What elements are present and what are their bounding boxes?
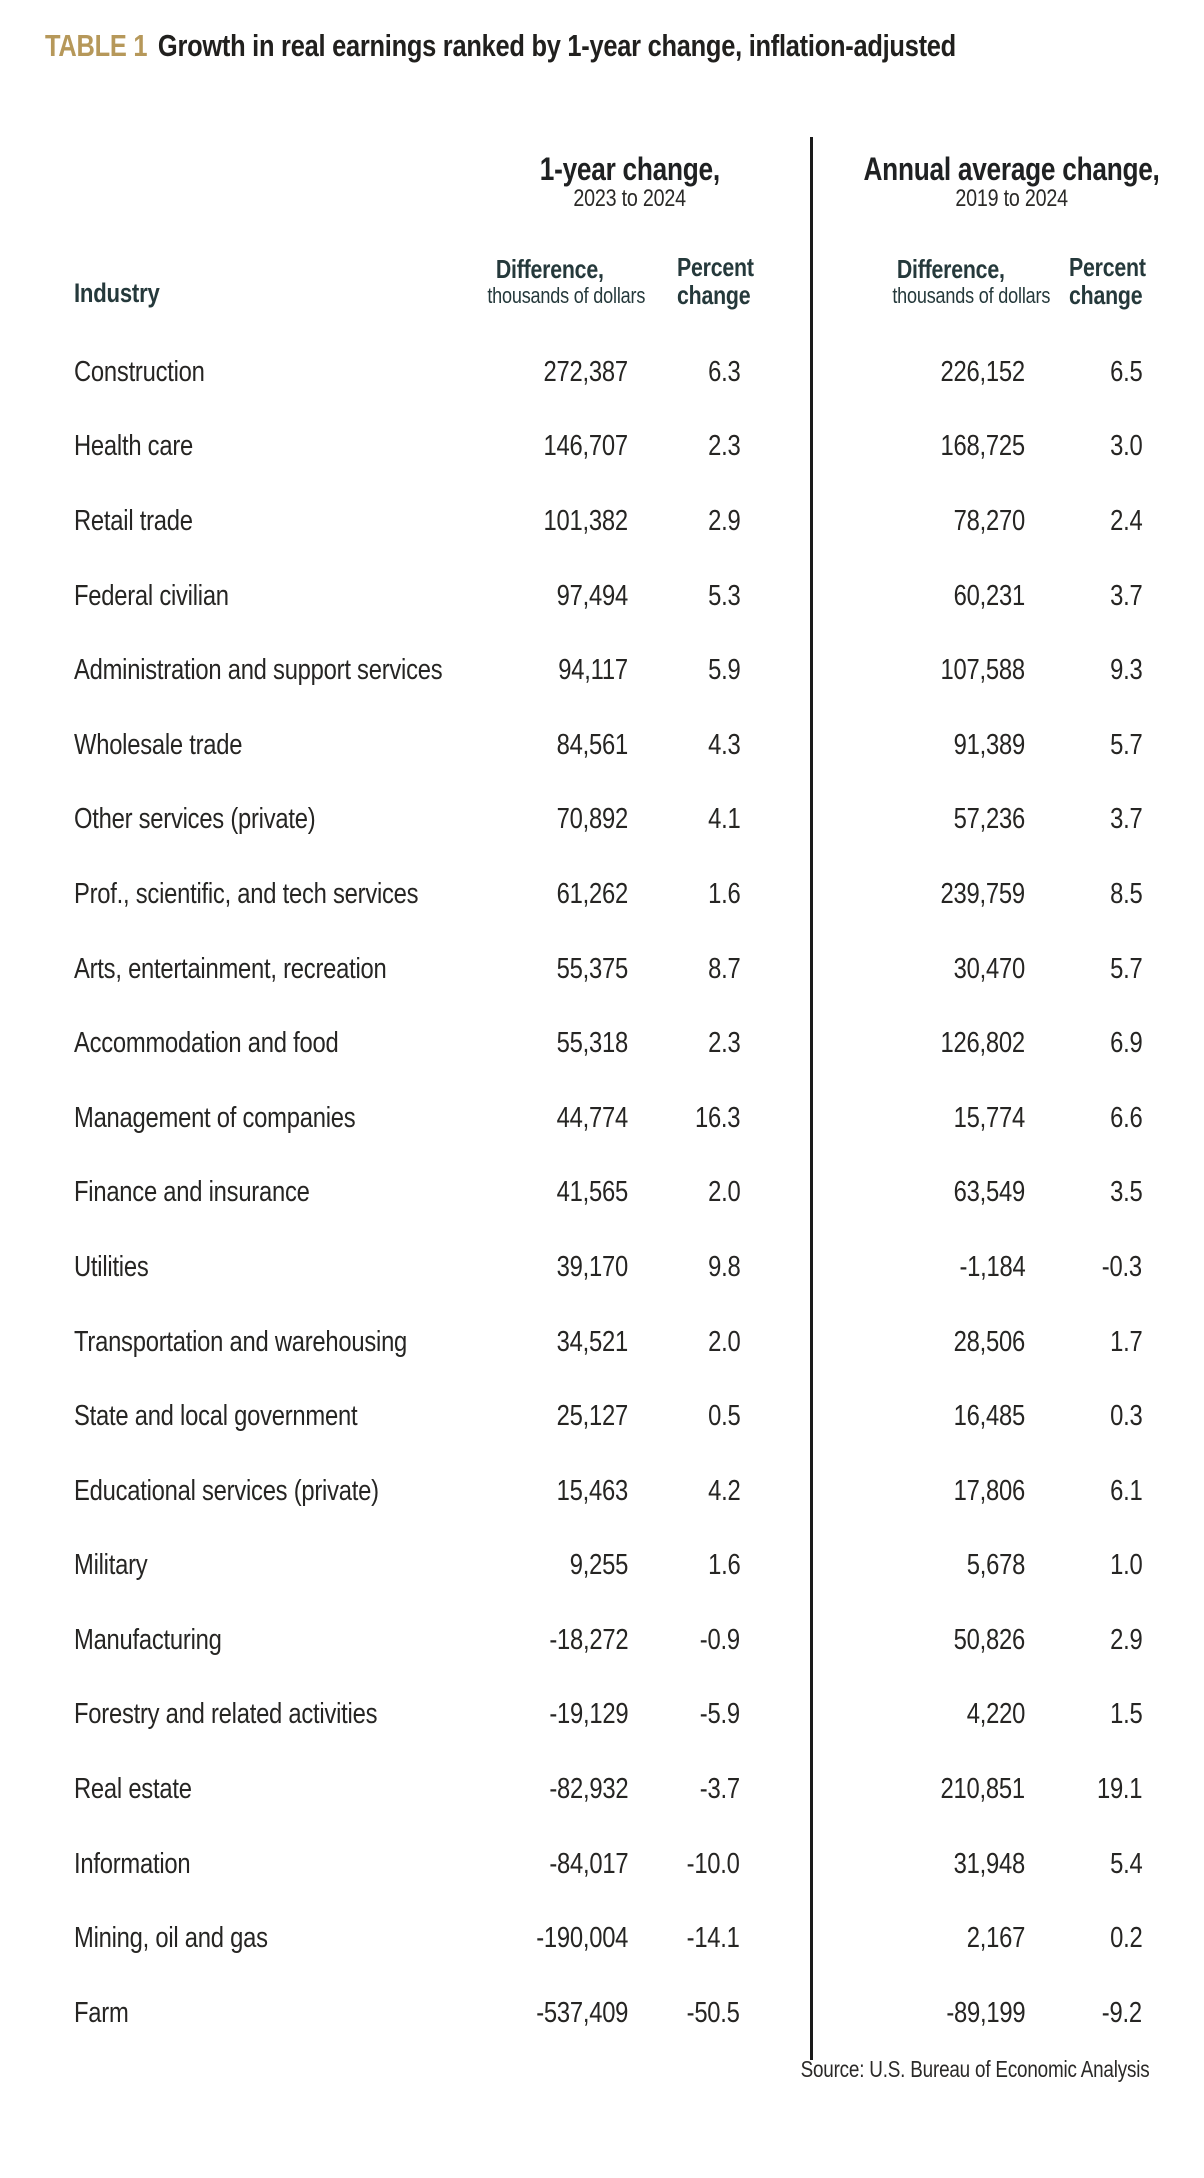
annual-avg-percent-cell: -0.3 [1102,1250,1143,1283]
table-number-tag: TABLE 1 [45,28,148,63]
industry-cell: Military [74,1549,148,1582]
annual-avg-percent-cell: 2.4 [1109,504,1143,537]
annual-avg-group-title: Annual average change, [863,150,1161,187]
divider-gap-cell [745,1678,820,1753]
divider-gap-cell [745,1006,820,1081]
group-header-row [74,128,1204,224]
industry-column-header: Industry [74,278,160,308]
one-year-difference-cell: 55,375 [556,952,628,985]
earnings-table [74,128,1204,2051]
annual-avg-percent-cell: 6.5 [1109,355,1143,388]
table-row [74,559,1204,634]
divider-gap-cell [745,1081,820,1156]
annual-avg-percent-cell: 1.5 [1109,1698,1143,1731]
one-year-difference-cell: -18,272 [549,1623,628,1656]
one-year-percent-cell: 0.5 [707,1400,740,1433]
industry-cell: Health care [74,430,194,463]
table-row [74,1006,1204,1081]
annual-avg-difference-cell: -1,184 [959,1250,1026,1283]
divider-gap-cell [745,1976,820,2051]
divider-gap-cell [745,1827,820,1902]
annual-avg-percent-cell: 3.0 [1109,430,1143,463]
percent-header-avg: Percent change [1069,251,1146,310]
annual-avg-percent-cell: 0.3 [1109,1400,1143,1433]
annual-avg-difference-cell: 126,802 [940,1027,1026,1060]
table-row [74,857,1204,932]
one-year-percent-cell: -3.7 [699,1773,740,1806]
table-row [74,1752,1204,1827]
one-year-difference-cell: 41,565 [556,1176,628,1209]
one-year-percent-cell: -5.9 [699,1698,740,1731]
divider-gap-cell [745,932,820,1007]
divider-gap-cell [745,1230,820,1305]
annual-avg-percent-cell: 2.9 [1109,1623,1143,1656]
one-year-difference-cell: 94,117 [558,654,628,687]
divider-gap-cell [745,1603,820,1678]
divider-gap-cell [745,1529,820,1604]
one-year-percent-cell: 9.8 [707,1250,740,1283]
annual-avg-percent-cell: 5.4 [1109,1847,1143,1880]
one-year-difference-cell: 61,262 [556,877,628,910]
table-row [74,484,1204,559]
industry-cell: Arts, entertainment, recreation [74,952,387,985]
annual-avg-percent-cell: 3.7 [1109,579,1143,612]
one-year-difference-cell: 84,561 [556,728,628,761]
annual-avg-difference-cell: 30,470 [953,952,1026,985]
one-year-difference-cell: 97,494 [556,579,628,612]
annual-avg-difference-cell: 28,506 [953,1325,1026,1358]
one-year-group-title: 1-year change, [539,150,721,187]
industry-cell: Finance and insurance [74,1176,310,1209]
table-row [74,1901,1204,1976]
industry-cell: Management of companies [74,1101,356,1134]
table-row [74,410,1204,485]
annual-avg-percent-cell: 5.7 [1109,728,1143,761]
one-year-percent-cell: -10.0 [686,1847,740,1880]
annual-avg-group-subtitle: 2019 to 2024 [955,185,1069,213]
table-row [74,633,1204,708]
annual-avg-difference-cell: 57,236 [953,803,1026,836]
annual-avg-difference-cell: 107,588 [940,654,1026,687]
industry-cell: Manufacturing [74,1623,222,1656]
one-year-difference-cell: -537,409 [536,1996,628,2029]
table-row [74,1081,1204,1156]
table-row [74,932,1204,1007]
industry-cell: Farm [74,1996,129,2029]
table-row [74,1678,1204,1753]
annual-avg-difference-cell: -89,199 [946,1996,1026,2029]
one-year-difference-cell: 39,170 [556,1250,628,1283]
annual-avg-difference-cell: 17,806 [953,1474,1026,1507]
one-year-percent-cell: 5.3 [707,579,740,612]
industry-cell: Educational services (private) [74,1474,379,1507]
industry-cell: Other services (private) [74,803,316,836]
industry-cell: Prof., scientific, and tech services [74,877,419,910]
divider-gap-cell [745,559,820,634]
percent-header-1yr: Percent change [677,251,754,310]
divider-gap-cell [745,335,820,410]
one-year-percent-cell: -14.1 [686,1922,740,1955]
annual-avg-difference-cell: 31,948 [953,1847,1026,1880]
one-year-percent-cell: 1.6 [707,1549,740,1582]
difference-header-1yr: Difference, thousands of dollars [487,253,646,308]
annual-avg-percent-cell: -9.2 [1102,1996,1143,2029]
annual-avg-difference-cell: 4,220 [966,1698,1026,1731]
group-header-spacer [74,128,440,224]
one-year-percent-cell: 2.3 [707,1027,740,1060]
one-year-difference-cell: 55,318 [556,1027,628,1060]
one-year-difference-cell: 25,127 [556,1400,628,1433]
annual-avg-percent-cell: 19.1 [1096,1773,1143,1806]
industry-cell: Information [74,1847,191,1880]
one-year-difference-cell: 15,463 [556,1474,628,1507]
table-row [74,1454,1204,1529]
one-year-difference-cell: 70,892 [556,803,628,836]
industry-cell: Federal civilian [74,579,229,612]
annual-avg-percent-cell: 6.6 [1109,1101,1143,1134]
annual-avg-percent-cell: 3.5 [1109,1176,1143,1209]
annual-avg-percent-cell: 0.2 [1109,1922,1143,1955]
table-row [74,1379,1204,1454]
table-body [74,335,1204,2051]
one-year-percent-cell: 2.3 [707,430,740,463]
industry-cell: Transportation and warehousing [74,1325,408,1358]
table-row [74,1156,1204,1231]
annual-avg-difference-cell: 63,549 [953,1176,1026,1209]
divider-gap-cell [745,484,820,559]
one-year-percent-cell: 2.0 [707,1325,740,1358]
annual-avg-difference-cell: 5,678 [966,1549,1026,1582]
industry-cell: Construction [74,355,205,388]
divider-gap-cell [745,1454,820,1529]
divider-gap-cell [745,1379,820,1454]
industry-cell: Retail trade [74,504,193,537]
industry-cell: Utilities [74,1250,149,1283]
one-year-percent-cell: 5.9 [707,654,740,687]
one-year-percent-cell: 4.1 [707,803,740,836]
table-row [74,1976,1204,2051]
table-row [74,1603,1204,1678]
industry-cell: Forestry and related activities [74,1698,378,1731]
annual-avg-difference-cell: 226,152 [940,355,1026,388]
one-year-percent-cell: 4.3 [707,728,740,761]
table-row [74,1305,1204,1380]
divider-gap-cell [745,1752,820,1827]
industry-cell: State and local government [74,1400,358,1433]
industry-cell: Accommodation and food [74,1027,339,1060]
divider-gap-cell [745,410,820,485]
annual-avg-difference-cell: 60,231 [953,579,1026,612]
divider-gap-cell [745,708,820,783]
one-year-percent-cell: 6.3 [707,355,740,388]
table-row [74,1230,1204,1305]
header-gap-cell [745,224,820,335]
one-year-difference-cell: 34,521 [556,1325,628,1358]
one-year-percent-cell: 2.0 [707,1176,740,1209]
difference-header-avg: Difference, thousands of dollars [892,253,1051,308]
annual-avg-percent-cell: 6.9 [1109,1027,1143,1060]
divider-gap-cell [745,783,820,858]
one-year-percent-cell: 16.3 [694,1101,740,1134]
one-year-difference-cell: -19,129 [549,1698,628,1731]
one-year-difference-cell: 146,707 [543,430,628,463]
annual-avg-difference-cell: 50,826 [953,1623,1026,1656]
column-header-row [74,224,1204,335]
divider-gap-cell [745,857,820,932]
one-year-group-header [440,128,820,224]
divider-gap-cell [745,1156,820,1231]
annual-avg-percent-cell: 8.5 [1109,877,1143,910]
table-row [74,1827,1204,1902]
table-row [74,783,1204,858]
annual-avg-difference-cell: 239,759 [940,877,1026,910]
table-row [74,708,1204,783]
table-row [74,335,1204,410]
annual-avg-difference-cell: 78,270 [953,504,1026,537]
table-row [74,1529,1204,1604]
annual-avg-difference-cell: 15,774 [953,1101,1026,1134]
industry-cell: Wholesale trade [74,728,243,761]
one-year-group-subtitle: 2023 to 2024 [573,185,687,213]
title-text: Growth in real earnings ranked by 1-year change, inflation-adjusted [157,28,956,63]
one-year-difference-cell: -190,004 [536,1922,628,1955]
one-year-percent-cell: -50.5 [686,1996,740,2029]
annual-avg-difference-cell: 91,389 [953,728,1026,761]
one-year-difference-cell: 101,382 [543,504,628,537]
source-note: Source: U.S. Bureau of Economic Analysis [800,2056,1149,2082]
one-year-difference-cell: 9,255 [569,1549,628,1582]
industry-cell: Administration and support services [74,654,443,687]
annual-avg-difference-cell: 16,485 [953,1400,1026,1433]
divider-gap-cell [745,1305,820,1380]
annual-avg-difference-cell: 168,725 [940,430,1026,463]
annual-avg-percent-cell: 3.7 [1109,803,1143,836]
one-year-difference-cell: 44,774 [556,1101,628,1134]
annual-avg-percent-cell: 1.7 [1109,1325,1143,1358]
one-year-percent-cell: -0.9 [699,1623,740,1656]
annual-avg-percent-cell: 9.3 [1109,654,1143,687]
one-year-percent-cell: 1.6 [707,877,740,910]
one-year-percent-cell: 8.7 [707,952,740,985]
one-year-percent-cell: 2.9 [707,504,740,537]
one-year-difference-cell: -84,017 [549,1847,628,1880]
industry-cell: Mining, oil and gas [74,1922,268,1955]
one-year-difference-cell: -82,932 [549,1773,628,1806]
one-year-difference-cell: 272,387 [543,355,628,388]
industry-cell: Real estate [74,1773,192,1806]
divider-gap-cell [745,1901,820,1976]
annual-avg-difference-cell: 210,851 [940,1773,1026,1806]
annual-avg-group-header [820,128,1204,224]
annual-avg-percent-cell: 6.1 [1109,1474,1143,1507]
divider-gap-cell [745,633,820,708]
annual-avg-percent-cell: 1.0 [1109,1549,1143,1582]
annual-avg-percent-cell: 5.7 [1109,952,1143,985]
annual-avg-difference-cell: 2,167 [966,1922,1026,1955]
one-year-percent-cell: 4.2 [707,1474,740,1507]
page-title [45,28,1156,64]
